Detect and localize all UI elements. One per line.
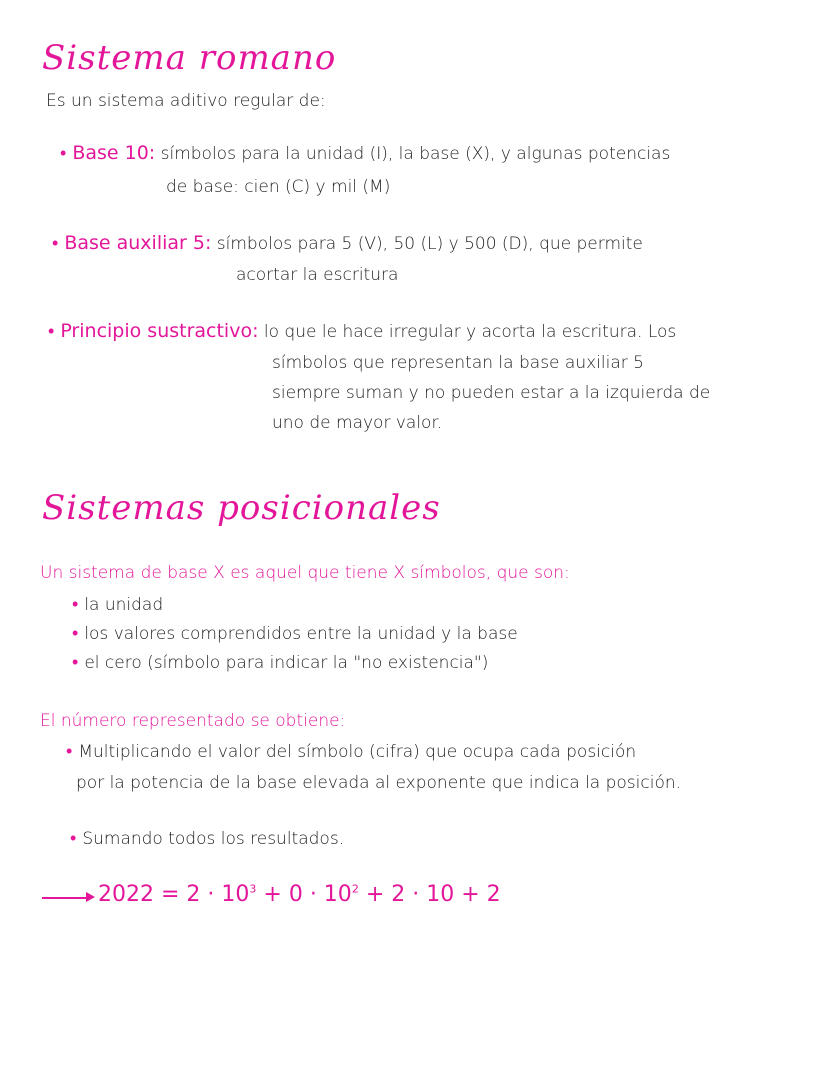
subtractive-item [48,316,676,347]
aux-item [52,228,643,259]
base10-item [60,138,670,169]
arrow-icon [42,897,88,899]
formula-exp2: 2 [351,882,359,896]
step1-line1: Multiplicando el valor del símbolo (cifra) que ocupa cada posición [78,742,637,762]
positional-title: Sistemas posicionales [42,488,441,528]
list-item: • los valores comprendidos entre la unidad y la base [72,623,518,644]
formula-term1: 2 · 10 [186,882,250,907]
subtractive-label: Principio sustractivo: [60,320,259,342]
bullet-dot: • [72,594,79,615]
list-item: • el cero (símbolo para indicar la "no existencia") [72,652,489,673]
formula-exp1: 3 [249,882,257,896]
bullet-dot: • [48,321,55,342]
aux-line2: acortar la escritura [236,265,399,285]
step1 [66,737,636,767]
arrow-head-icon [86,892,95,902]
subtractive-line4: uno de mayor valor. [272,413,443,433]
subtractive-line3: siempre suman y no pueden estar a la izquierda de [272,383,711,403]
example-formula [98,882,501,907]
step1-line2: por la potencia de la base elevada al exponente que indica la posición. [76,773,682,793]
positional-definition: Un sistema de base X es aquel que tiene X símbolos, que son: [40,563,570,583]
base10-label: Base 10: [72,142,156,164]
obtained-heading: El número representado se obtiene: [40,711,346,731]
formula-term2: + 0 · 10 [263,882,352,907]
bullet-dot: • [72,652,79,673]
step2 [70,824,344,854]
bullet-dot: • [60,143,67,164]
roman-intro: Es un sistema aditivo regular de: [46,91,326,111]
formula-lhs: 2022 = [98,882,180,907]
base10-line2: de base: cien (C) y mil (M) [166,177,391,197]
aux-label: Base auxiliar 5: [64,232,212,254]
aux-line1: símbolos para 5 (V), 50 (L) y 500 (D), que permite [216,234,643,254]
list-item: • la unidad [72,594,164,615]
roman-title: Sistema romano [42,38,337,78]
step2-text: Sumando todos los resultados. [82,829,345,849]
base10-line1: símbolos para la unidad (I), la base (X), y algunas potencias [160,144,671,164]
bullet-dot: • [52,233,59,254]
bullet-dot: • [72,623,79,644]
bullet-dot: • [66,741,73,762]
subtractive-line2: símbolos que representan la base auxiliar 5 [272,353,644,373]
bullet-dot: • [70,828,77,849]
subtractive-line1: lo que le hace irregular y acorta la escritura. Los [263,322,677,342]
formula-term3: + 2 · 10 + 2 [365,882,501,907]
